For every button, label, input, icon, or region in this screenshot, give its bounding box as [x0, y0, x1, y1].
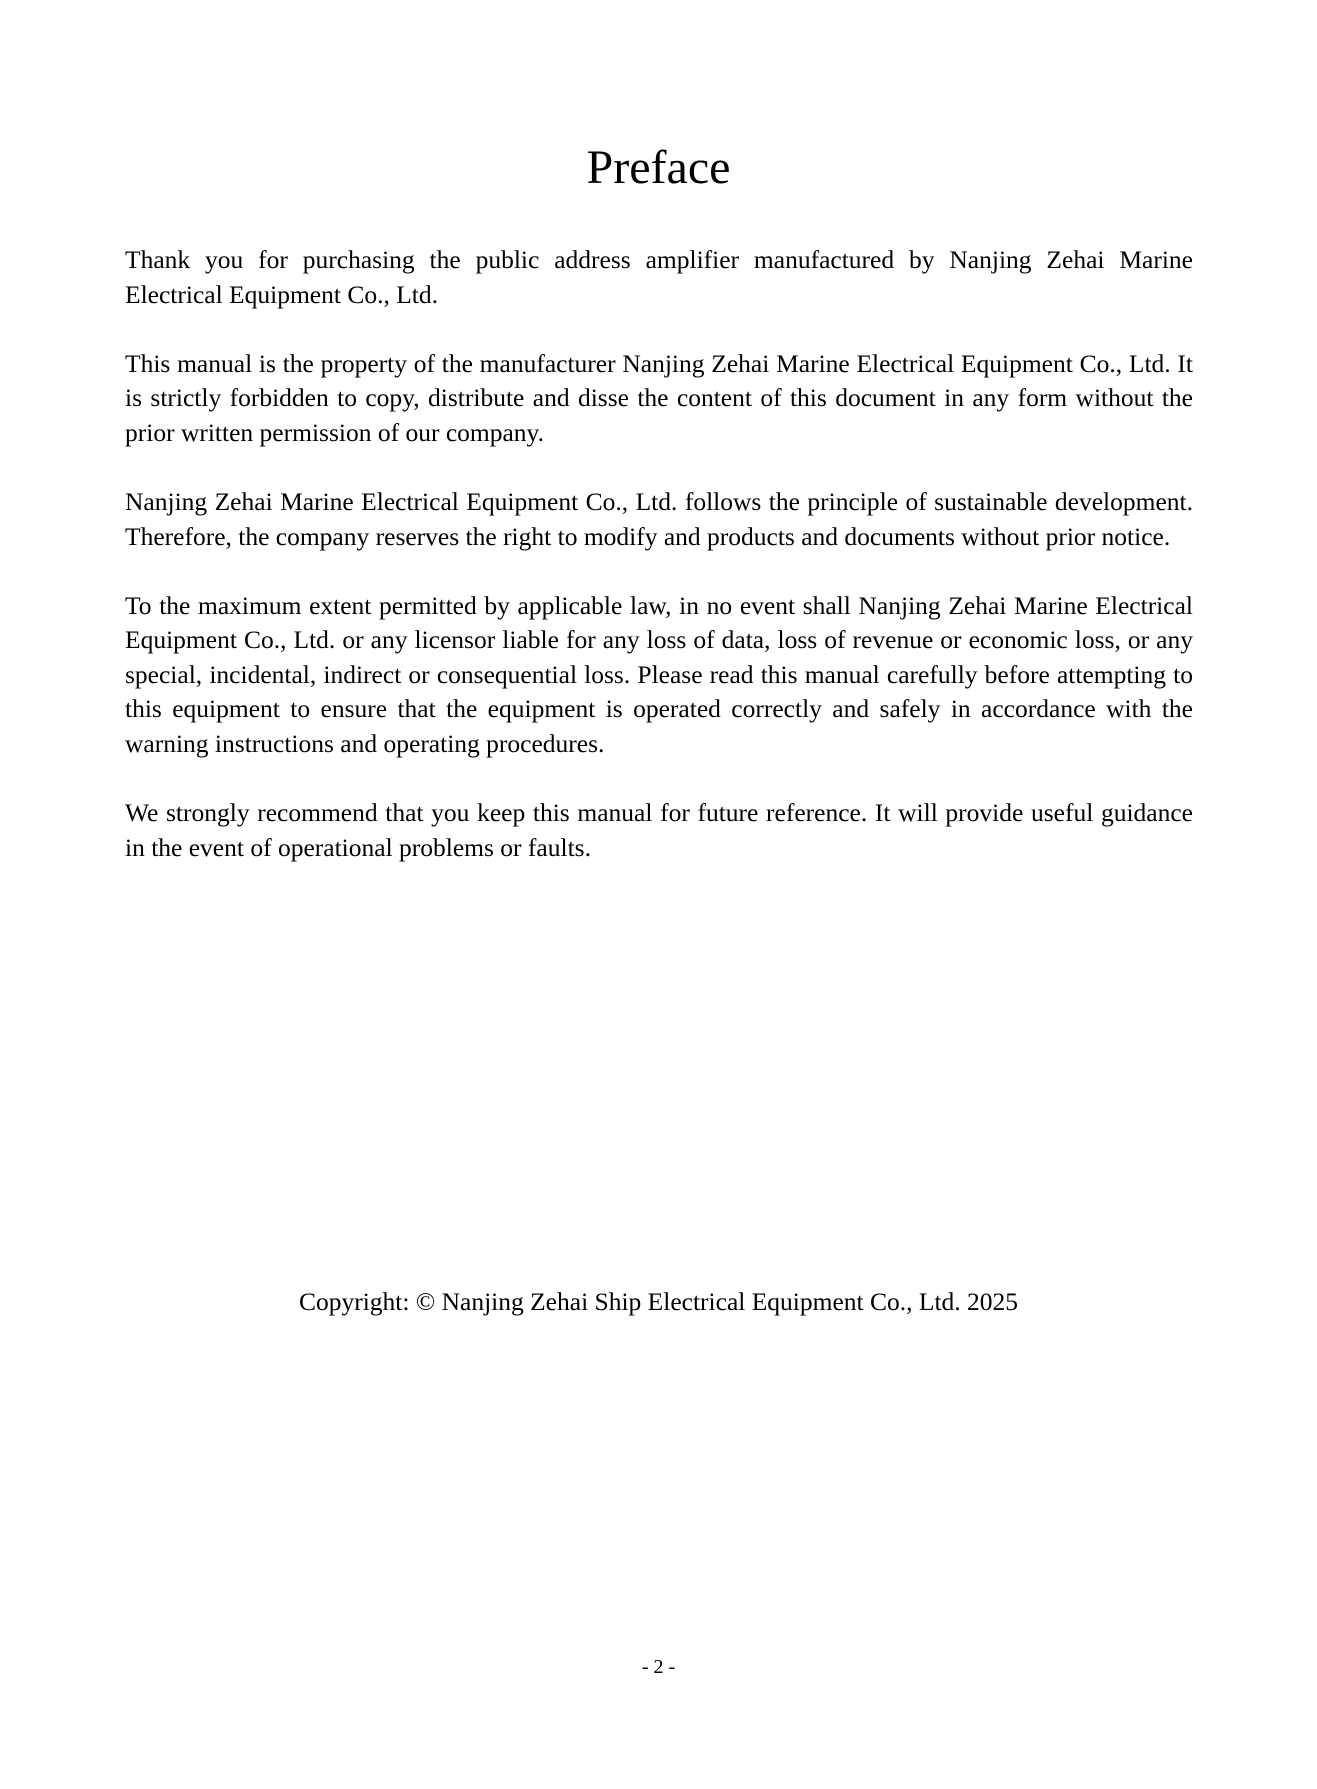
page-number: - 2 -	[641, 1656, 676, 1678]
copyright-notice: Copyright: © Nanjing Zehai Ship Electrical Equipment Co., Ltd. 2025	[298, 1287, 1019, 1316]
paragraph-modification-notice: Nanjing Zehai Marine Electrical Equipment Co., Ltd. follows the principle of sustainable development. Therefore, the company reserves the right to modify and products and documents without prior notice.	[125, 486, 1193, 551]
page-title: Preface	[586, 141, 731, 194]
paragraph-keep-manual: We strongly recommend that you keep this manual for future reference. It will provide useful guidance in the event of operational problems or faults.	[125, 798, 1193, 862]
paragraph-property-notice: This manual is the property of the manufacturer Nanjing Zehai Marine Electrical Equipment Co., Ltd. It is strictly forbidden to copy, distribute and disse the content of this document in any form without the prior written permission of our company.	[125, 348, 1193, 447]
paragraph-liability-disclaimer: To the maximum extent permitted by applicable law, in no event shall Nanjing Zehai Marine Electrical Equipment Co., Ltd. or any licensor liable for any loss of data, loss of revenue or economic loss, or any special, incidental, indirect or consequential loss. Please read this manual carefully before attempting to this equipment to ensure that the equipment is operated correctly and safely in accordance with the warning instructions and operating procedures.	[125, 590, 1193, 759]
preface-body	[125, 243, 1193, 900]
paragraph-thank-you: Thank you for purchasing the public address amplifier manufactured by Nanjing Zehai Marine Electrical Equipment Co., Ltd.	[125, 245, 1193, 309]
